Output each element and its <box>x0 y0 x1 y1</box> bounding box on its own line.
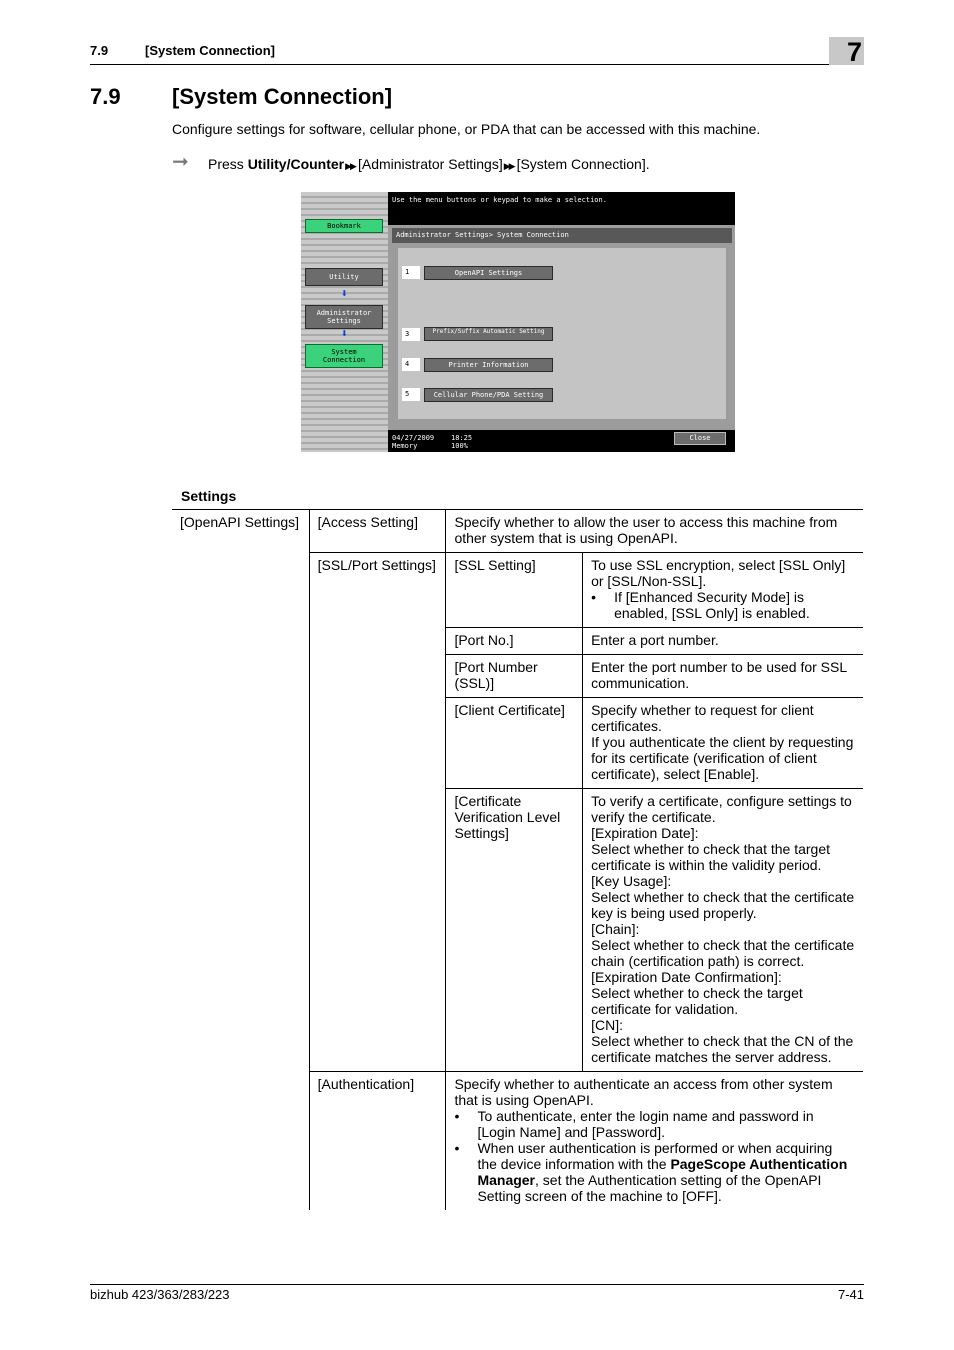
footer-rule <box>90 1284 864 1285</box>
down-arrow-icon: ⬇ <box>341 289 348 298</box>
running-header-number: 7.9 <box>90 43 109 58</box>
table-cell: [SSL Setting] <box>446 553 583 628</box>
table-cell: [Authentication] <box>309 1072 446 1211</box>
cell-text: [CN]: <box>591 1017 623 1033</box>
table-cell <box>446 1072 863 1211</box>
instruction <box>208 156 650 172</box>
cell-text: To use SSL encryption, select [SSL Only] or [SSL/Non-SSL]. <box>591 557 846 589</box>
screenshot-left-pane <box>301 192 388 452</box>
cell-text: [Chain]: <box>591 921 640 937</box>
openapi-settings-button[interactable]: OpenAPI Settings <box>424 266 553 280</box>
cell-text: Select whether to check that the certificate chain (certification path) is correct. <box>591 937 855 969</box>
bullet-item <box>454 1140 855 1204</box>
cell-text: Specify whether to request for client certificates. <box>591 702 814 734</box>
status-time: 18:25 <box>451 434 473 442</box>
instruction-key: Utility/Counter <box>247 156 345 172</box>
screenshot-message-bar: Use the menu buttons or keypad to make a selection. <box>388 192 735 225</box>
system-connection-button[interactable]: System Connection <box>305 344 383 368</box>
footer-model: bizhub 423/363/283/223 <box>90 1287 230 1302</box>
instruction-step3: [System Connection]. <box>516 156 650 172</box>
cell-text: To verify a certificate, configure settings to verify the certificate. <box>591 793 852 825</box>
double-arrow-icon: ▶▶ <box>503 161 514 171</box>
cell-text: Select whether to check that the CN of the certificate matches the server address. <box>591 1033 854 1065</box>
table-cell: [Port Number (SSL)] <box>446 655 583 698</box>
prefix-suffix-button[interactable]: Prefix/Suffix Automatic Setting <box>424 327 553 341</box>
instruction-prefix: Press <box>208 156 248 172</box>
table-cell: [Certificate Verification Level Settings] <box>446 789 583 1072</box>
table-cell: [Client Certificate] <box>446 698 583 789</box>
screenshot-breadcrumb: Administrator Settings> System Connection <box>392 228 732 243</box>
double-arrow-icon: ▶▶ <box>345 161 355 171</box>
control-panel-screenshot <box>301 192 735 452</box>
table-cell: Specify whether to allow the user to access this machine from other system that is using OpenAPI. <box>446 510 863 553</box>
option-number: 3 <box>402 328 420 341</box>
cell-text: Select whether to check that the certificate key is being used properly. <box>591 889 855 921</box>
footer-page-number: 7-41 <box>837 1287 864 1302</box>
cell-text: Select whether to check the target certificate for validation. <box>591 985 803 1017</box>
cell-text: [Expiration Date Confirmation]: <box>591 969 782 985</box>
cellular-phone-pda-button[interactable]: Cellular Phone/PDA Setting <box>424 388 553 402</box>
table-cell: [SSL/Port Settings] <box>309 553 446 1072</box>
intro-text: Configure settings for software, cellular phone, or PDA that can be accessed with this machine. <box>172 121 761 137</box>
header-rule <box>90 64 864 65</box>
status-date: 04/27/2009 <box>392 434 435 442</box>
cell-text: If you authenticate the client by requesting for its certificate (verification of client certificate), select [Enable]. <box>591 734 854 782</box>
status-memory-label: Memory <box>392 442 418 450</box>
cell-text: [Expiration Date]: <box>591 825 699 841</box>
settings-table <box>172 509 863 1210</box>
table-cell: [Access Setting] <box>309 510 446 553</box>
utility-button[interactable]: Utility <box>305 268 383 286</box>
table-cell <box>583 789 863 1072</box>
screenshot-options-panel <box>398 248 726 419</box>
chapter-badge: 7 <box>829 37 864 65</box>
table-cell <box>583 698 863 789</box>
instruction-step2: [Administrator Settings] <box>357 156 503 172</box>
settings-heading: Settings <box>181 488 237 504</box>
option-number: 5 <box>402 388 420 401</box>
bullet-text: When user authentication is performed or when acquiring the device information with the <box>477 1140 833 1172</box>
section-title: [System Connection] <box>172 84 393 109</box>
status-memory-value: 100% <box>451 442 468 450</box>
cell-text: Specify whether to authenticate an access from other system that is using OpenAPI. <box>454 1076 833 1108</box>
printer-information-button[interactable]: Printer Information <box>424 358 553 372</box>
product-name: PageScope Authentication Manager <box>477 1156 848 1188</box>
section-number: 7.9 <box>90 84 121 109</box>
table-cell: [OpenAPI Settings] <box>172 510 309 1211</box>
table-cell: [Port No.] <box>446 628 583 655</box>
bullet-item: • To authenticate, enter the login name and password in [Login Name] and [Password]. <box>454 1108 855 1140</box>
administrator-settings-button[interactable]: Administrator Settings <box>305 305 383 329</box>
running-header-title: [System Connection] <box>145 43 276 58</box>
table-cell <box>583 553 863 628</box>
option-number: 1 <box>402 266 420 279</box>
right-arrow-icon: ➞ <box>172 151 189 173</box>
bookmark-button[interactable]: Bookmark <box>305 219 383 233</box>
table-row <box>172 510 863 553</box>
cell-text: Select whether to check that the target certificate is within the validity period. <box>591 841 831 873</box>
option-number: 4 <box>402 358 420 371</box>
table-cell: Enter the port number to be used for SSL communication. <box>583 655 863 698</box>
close-button[interactable]: Close <box>674 432 726 445</box>
bullet-item: • If [Enhanced Security Mode] is enabled, [SSL Only] is enabled. <box>591 589 855 621</box>
bullet-text: , set the Authentication setting of the OpenAPI Setting screen of the machine to [OFF]. <box>477 1172 822 1204</box>
table-cell: Enter a port number. <box>583 628 863 655</box>
cell-text: [Key Usage]: <box>591 873 672 889</box>
down-arrow-icon: ⬇ <box>341 329 348 338</box>
